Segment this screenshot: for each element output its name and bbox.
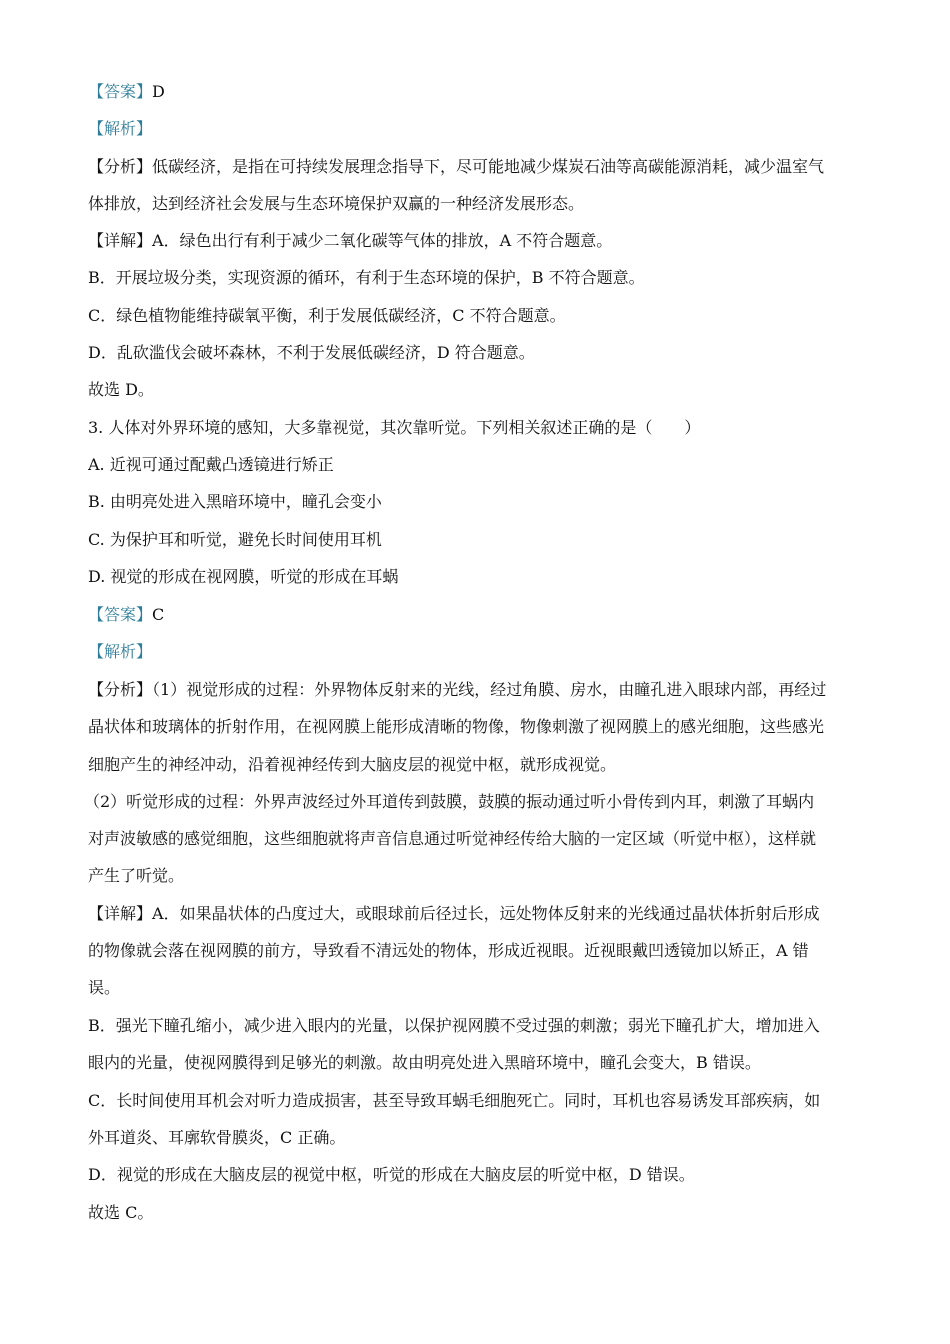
answer-value: C [152, 605, 165, 624]
detail-line: D．视觉的形成在大脑皮层的视觉中枢，听觉的形成在大脑皮层的听觉中枢，D 错误。 [88, 1165, 695, 1184]
analysis-tag: 【解析】 [88, 119, 153, 138]
analysis-paragraph-line: 对声波敏感的感觉细胞，这些细胞就将声音信息通过听觉神经传给大脑的一定区域（听觉中枢），这样就 [88, 829, 817, 848]
analysis-paragraph-line: 产生了听觉。 [88, 866, 185, 885]
fenxi-tag: 【分析】 [88, 680, 153, 699]
detail-line: C．长时间使用耳机会对听力造成损害，甚至导致耳蜗毛细胞死亡。同时，耳机也容易诱发耳部疾病，如 [88, 1091, 821, 1110]
detail-text: A．如果晶状体的凸度过大，或眼球前后径过长，远处物体反射来的光线通过晶状体折射后形成 [152, 904, 820, 923]
analysis-paragraph-line: 细胞产生的神经冲动，沿着视神经传到大脑皮层的视觉中枢，就形成视觉。 [88, 755, 617, 774]
question-stem: 3. 人体对外界环境的感知，大多靠视觉，其次靠听觉。下列相关叙述正确的是（ ） [88, 418, 701, 437]
analysis-paragraph-line: （2）听觉形成的过程：外界声波经过外耳道传到鼓膜，鼓膜的振动通过听小骨传到内耳，刺激了耳蜗内 [84, 792, 815, 811]
detail-line: 眼内的光量，使视网膜得到足够光的刺激。故由明亮处进入黑暗环境中，瞳孔会变大，B 错误。 [88, 1053, 761, 1072]
option-a: A. 近视可通过配戴凸透镜进行矫正 [88, 455, 334, 474]
detail-line [88, 231, 868, 251]
analysis-heading [88, 642, 868, 662]
detail-line: D．乱砍滥伐会破坏森林，不利于发展低碳经济，D 符合题意。 [88, 343, 535, 362]
detail-line: 外耳道炎、耳廓软骨膜炎，C 正确。 [88, 1128, 346, 1147]
xiangjie-tag: 【详解】 [88, 231, 153, 250]
analysis-paragraph-line: 体排放，达到经济社会发展与生态环境保护双赢的一种经济发展形态。 [88, 194, 585, 213]
answer-line [88, 605, 868, 625]
detail-line: 的物像就会落在视网膜的前方，导致看不清远处的物体，形成近视眼。近视眼戴凹透镜加以矫正，A 错 [88, 941, 809, 960]
analysis-tag: 【解析】 [88, 642, 153, 661]
detail-line: B．开展垃圾分类，实现资源的循环，有利于生态环境的保护，B 不符合题意。 [88, 268, 645, 287]
detail-line: B．强光下瞳孔缩小，减少进入眼内的光量，以保护视网膜不受过强的刺激；弱光下瞳孔扩大，增加进入 [88, 1016, 820, 1035]
option-b: B. 由明亮处进入黑暗环境中，瞳孔会变小 [88, 492, 382, 511]
detail-line [88, 904, 868, 924]
fenxi-text: （1）视觉形成的过程：外界物体反射来的光线，经过角膜、房水，由瞳孔进入眼球内部，再经过 [152, 680, 827, 699]
analysis-paragraph-line: 晶状体和玻璃体的折射作用，在视网膜上能形成清晰的物像，物像刺激了视网膜上的感光细胞，这些感光 [88, 717, 825, 736]
fenxi-tag: 【分析】 [88, 157, 153, 176]
answer-tag: 【答案】 [88, 82, 153, 101]
detail-line: C．绿色植物能维持碳氧平衡，利于发展低碳经济，C 不符合题意。 [88, 306, 566, 325]
fenxi-text: 低碳经济，是指在可持续发展理念指导下，尽可能地减少煤炭石油等高碳能源消耗，减少温室气 [152, 157, 825, 176]
answer-tag: 【答案】 [88, 605, 153, 624]
analysis-paragraph-line [88, 157, 868, 177]
conclusion-line: 故选 C。 [88, 1203, 154, 1222]
option-c: C. 为保护耳和听觉，避免长时间使用耳机 [88, 530, 382, 549]
analysis-paragraph-line [88, 680, 868, 700]
conclusion-line: 故选 D。 [88, 380, 154, 399]
answer-value: D [152, 82, 165, 101]
analysis-heading [88, 119, 868, 139]
option-d: D. 视觉的形成在视网膜，听觉的形成在耳蜗 [88, 567, 399, 586]
answer-line [88, 82, 868, 102]
xiangjie-tag: 【详解】 [88, 904, 153, 923]
detail-line: 误。 [88, 978, 121, 997]
detail-text: A．绿色出行有利于减少二氧化碳等气体的排放，A 不符合题意。 [152, 231, 613, 250]
